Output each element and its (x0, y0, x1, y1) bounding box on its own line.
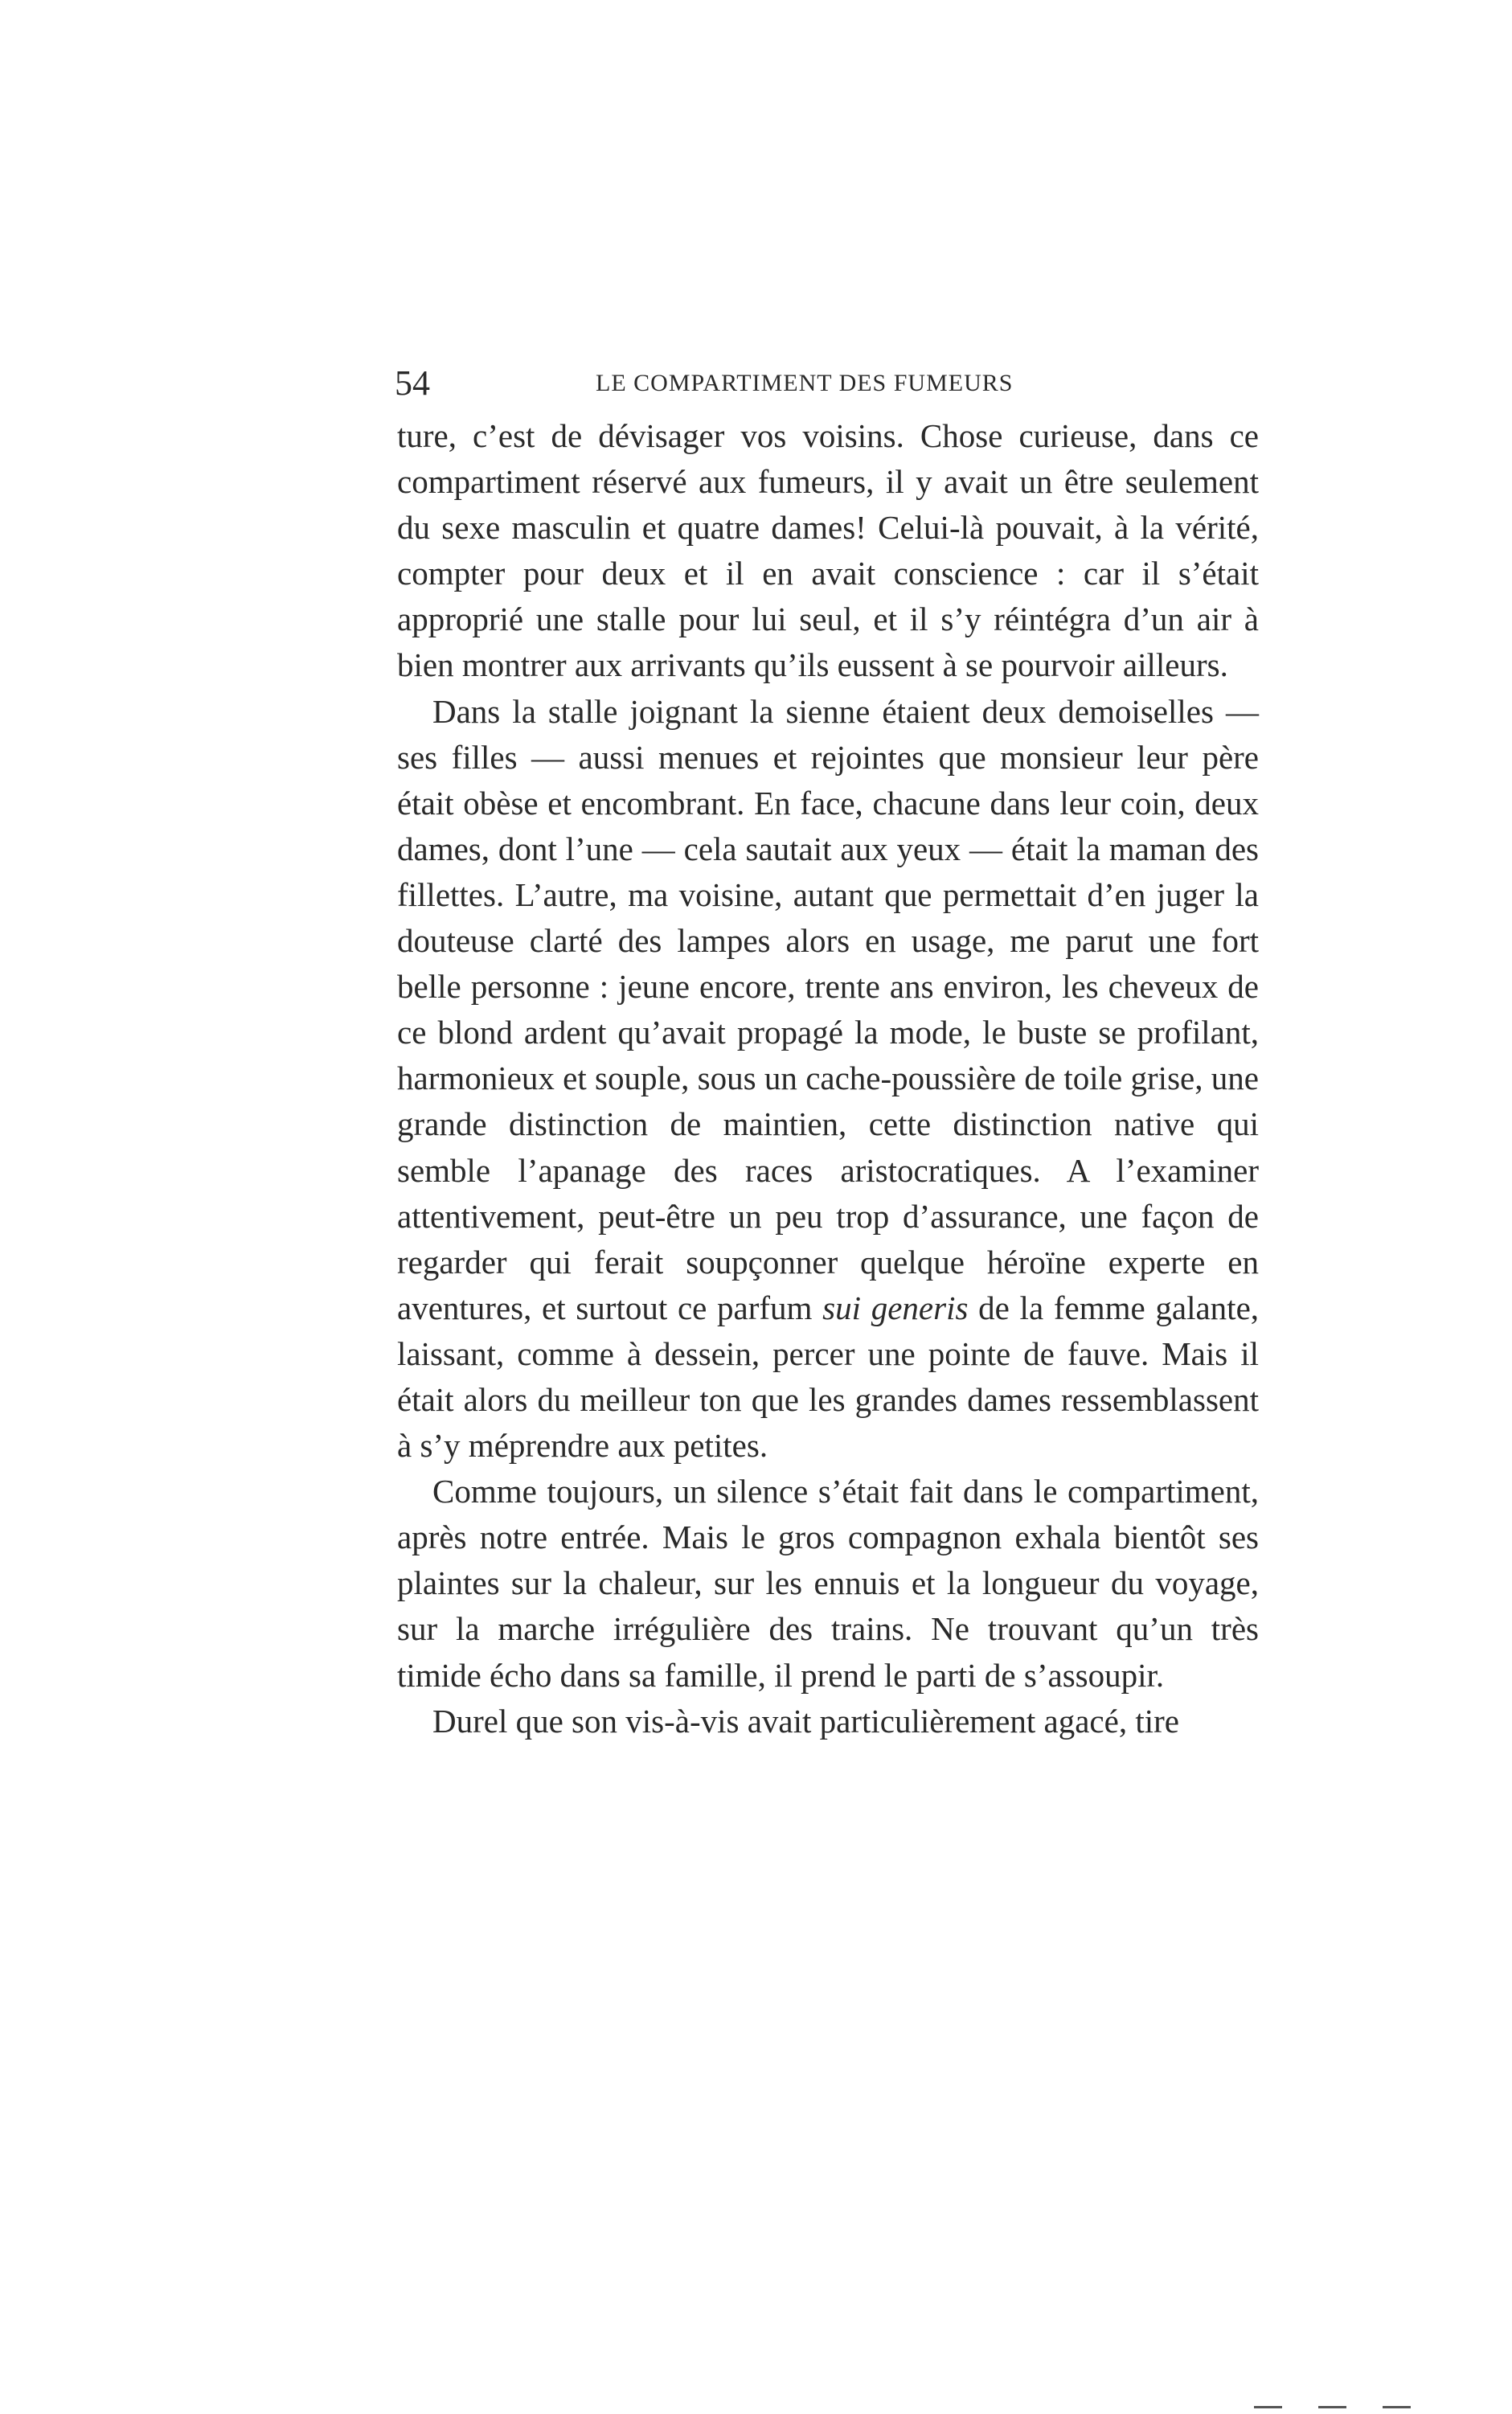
paragraph-2 (397, 689, 1259, 1469)
paragraph-3: Comme toujours, un silence s’était fait dans le compartiment, après notre entrée. Mais le gros compagnon exhala bientôt ses plaintes sur la chaleur, sur les ennuis et la longueur du voyage, sur la marche irrégulière des trains. Ne trouvant qu’un très timide écho dans sa famille, il prend le parti de s’assoupir. (397, 1473, 1259, 1694)
running-title: LE COMPARTIMENT DES FUMEURS (596, 370, 1014, 396)
paragraph-4: Durel que son vis-à-vis avait particulièrement agacé, tire (432, 1702, 1179, 1740)
page-number: 54 (395, 363, 430, 403)
paragraph-1: ture, c’est de dévisager vos voisins. Chose curieuse, dans ce compartiment réservé aux fumeurs, il y avait un être seulement du sexe masculin et quatre dames! Celui-là pouvait, à la vérité, compter pour deux et il en avait conscience : car il s’était approprié une stalle pour lui seul, et il s’y réintégra d’un air à bien montrer aux arrivants qu’ils eussent à se pourvoir ailleurs. (397, 417, 1259, 684)
scan-edge-mark (1318, 2406, 1346, 2408)
paragraph-2-end: de la femme galante, laissant, comme à dessein, percer une pointe de fauve. Mais il était alors du meilleur ton que les grandes dames ressemblassent à s’y méprendre aux petites. (397, 1289, 1260, 1465)
paragraph-2-text: Dans la stalle joignant la sienne étaient deux demoiselles — ses filles — aussi menues et rejointes que monsieur leur père était obèse et encombrant. En face, chacune dans leur coin, deux dames, dont l’une — cela sautait aux yeux — était la maman des fillettes. L’autre, ma voisine, autant que permettait d’en juger la douteuse clarté des lampes alors en usage, me parut une fort belle personne : jeune encore, trente ans environ, les cheveux de ce blond ardent qu’avait propagé la mode, le buste se profilant, harmonieux et souple, sous un cache-poussière de toile grise, une grande distinction de maintien, cette distinction native qui semble l’apanage des races aristocratiques. A l’examiner attentivement, peut-être un peu trop d’assurance, une façon de regarder qui ferait soupçonner quelque héroïne experte en aventures, et surtout ce parfum (397, 692, 1259, 1326)
scan-edge-mark (1383, 2406, 1411, 2408)
italic-phrase: sui generis (822, 1289, 969, 1326)
body-text (397, 413, 1259, 1744)
running-head (395, 359, 1259, 408)
scan-edge-mark (1254, 2406, 1282, 2408)
